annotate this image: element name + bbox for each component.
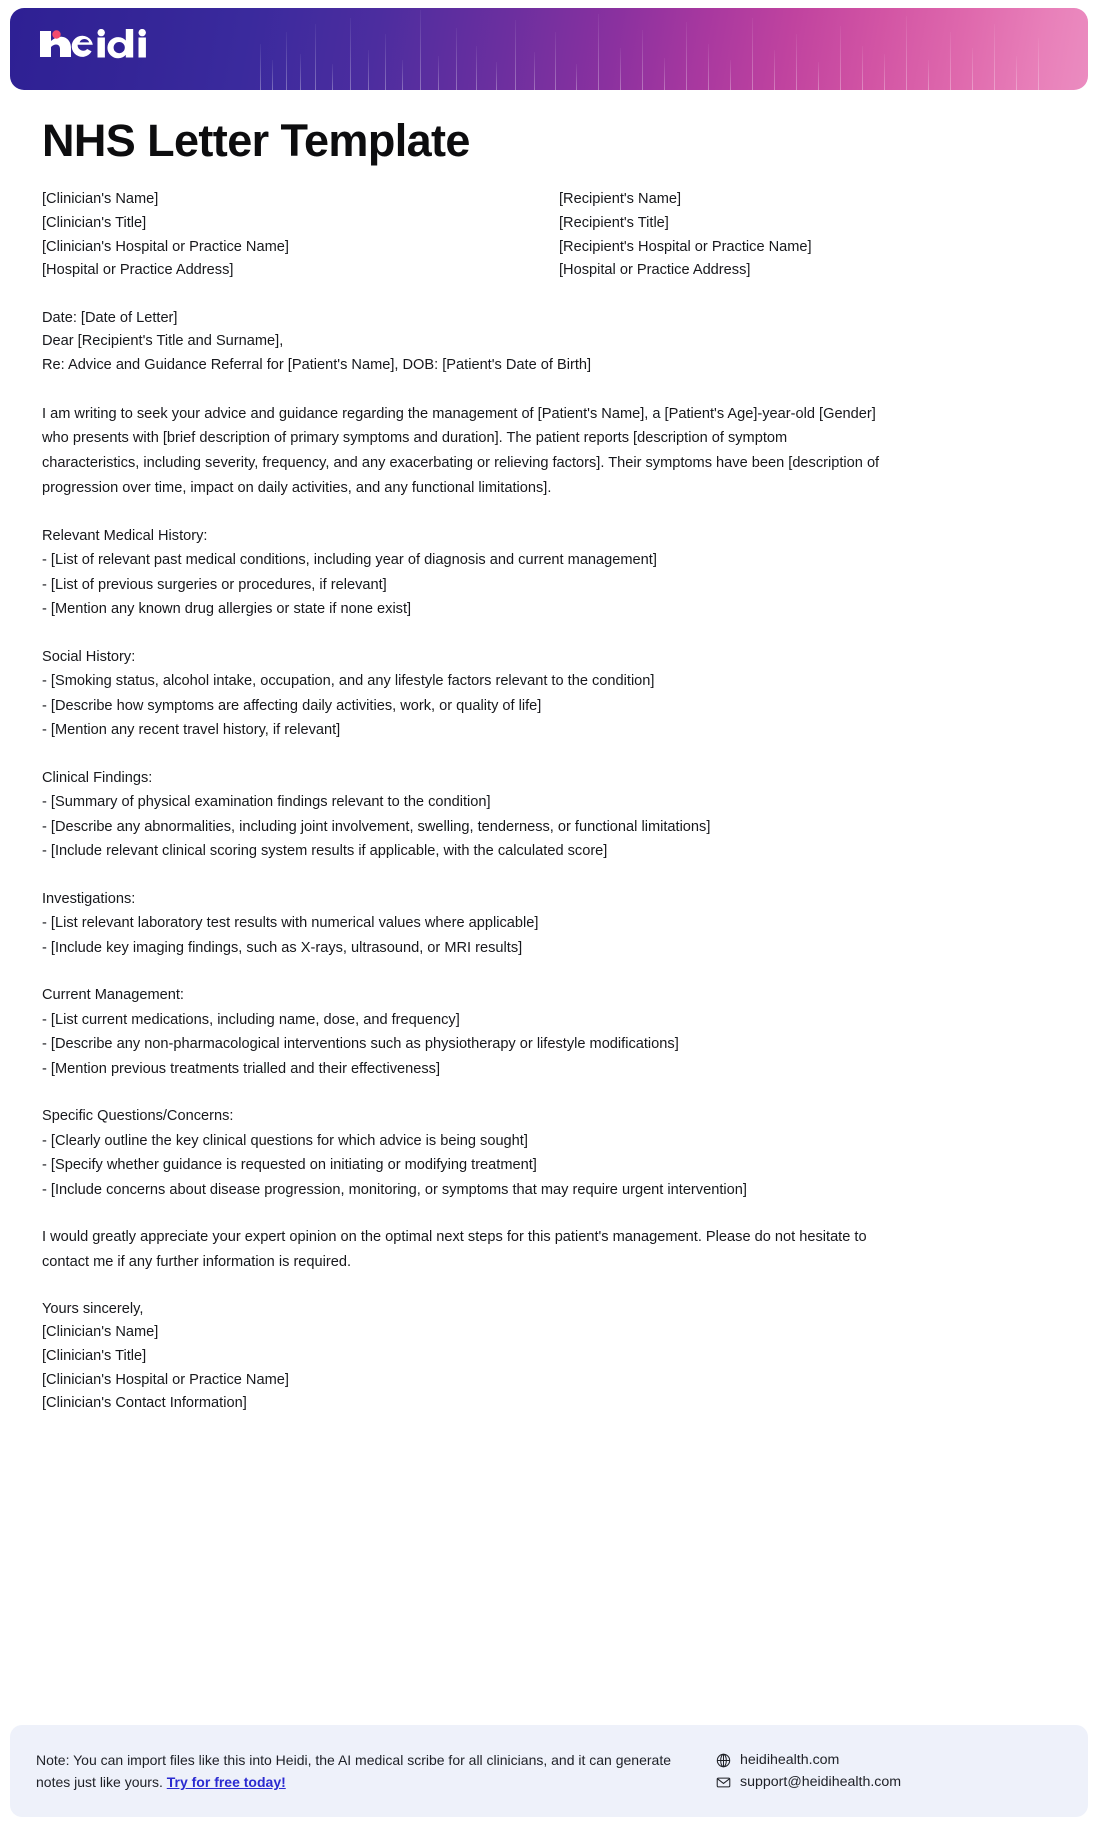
- list-item: - [Specify whether guidance is requested on initiating or modifying treatment]: [42, 1157, 537, 1174]
- list-item: - [Describe any non-pharmacological interventions such as physiotherapy or lifestyle modifications]: [42, 1036, 679, 1053]
- recipient-line: [Recipient's Name]: [559, 191, 682, 208]
- list-item: - [Describe any abnormalities, including joint involvement, swelling, tenderness, or functional limitations]: [42, 818, 711, 835]
- section-current-management: [42, 983, 1058, 1081]
- list-item: - [List of previous surgeries or procedures, if relevant]: [42, 576, 387, 593]
- globe-icon: [716, 1753, 731, 1768]
- footer-contacts: [676, 1752, 1062, 1790]
- section-heading: Relevant Medical History:: [42, 527, 208, 544]
- section-clinical-findings: [42, 766, 1058, 864]
- list-item: - [Mention previous treatments trialled and their effectiveness]: [42, 1060, 441, 1077]
- sender-line: [Clinician's Hospital or Practice Name]: [42, 238, 289, 255]
- list-item: - [Clearly outline the key clinical questions for which advice is being sought]: [42, 1132, 528, 1149]
- signoff-block: [42, 1298, 1058, 1416]
- brand-banner: [10, 8, 1088, 90]
- spacer: [40, 1202, 1058, 1225]
- letter-body: [0, 90, 1098, 1416]
- page-footer: [10, 1725, 1088, 1817]
- website-text: heidihealth.com: [740, 1752, 840, 1768]
- list-item: - [Mention any known drug allergies or state if none exist]: [42, 601, 412, 618]
- section-heading: Current Management:: [42, 987, 184, 1004]
- recipient-line: [Recipient's Title]: [559, 214, 669, 231]
- email-text: support@heidihealth.com: [740, 1774, 902, 1790]
- letter-date: Date: [Date of Letter]: [42, 309, 178, 326]
- list-item: - [Mention any recent travel history, if relevant]: [42, 722, 341, 739]
- spacer: [40, 864, 1058, 887]
- spacer: [40, 622, 1058, 645]
- signoff-line: [Clinician's Name]: [42, 1324, 159, 1341]
- spacer: [40, 960, 1058, 983]
- intro-paragraph: I am writing to seek your advice and guidance regarding the management of [Patient's Name], a [Patient's Age]-year-old [Gender] who presents with [brief description of primary symptoms and duration]. The patient reports [description of symptom characteristics, including severity, frequency, and any exacerbating or relieving factors]. Their symptoms have been [description of progression over time, impact on daily activities, and any functional limitations].: [42, 405, 880, 496]
- spacer: [40, 283, 1058, 307]
- list-item: - [List of relevant past medical conditions, including year of diagnosis and current management]: [42, 552, 657, 569]
- envelope-icon: [716, 1775, 731, 1790]
- letter-page: [0, 8, 1098, 1827]
- spacer: [40, 743, 1058, 766]
- signoff-line: [Clinician's Title]: [42, 1348, 147, 1365]
- list-item: - [Smoking status, alcohol intake, occupation, and any lifestyle factors relevant to the condition]: [42, 673, 655, 690]
- spacer: [40, 1275, 1058, 1298]
- sender-line: [Clinician's Name]: [42, 191, 159, 208]
- section-relevant-medical-history: [42, 524, 1058, 622]
- page-title: NHS Letter Template: [42, 115, 470, 166]
- sender-line: [Clinician's Title]: [42, 214, 147, 231]
- section-heading: Clinical Findings:: [42, 769, 153, 786]
- letter-subject: Re: Advice and Guidance Referral for [Patient's Name], DOB: [Patient's Date of Birth]: [42, 356, 592, 373]
- section-heading: Social History:: [42, 648, 136, 665]
- section-social-history: [42, 645, 1058, 743]
- address-block: [42, 188, 1058, 282]
- try-for-free-link[interactable]: Try for free today!: [166, 1774, 286, 1790]
- recipient-line: [Hospital or Practice Address]: [559, 262, 751, 279]
- list-item: - [Summary of physical examination findings relevant to the condition]: [42, 794, 491, 811]
- recipient-line: [Recipient's Hospital or Practice Name]: [559, 238, 812, 255]
- list-item: - [Include concerns about disease progression, monitoring, or symptoms that may require urgent intervention]: [42, 1181, 747, 1198]
- footer-note: [36, 1749, 676, 1793]
- email-contact-row[interactable]: [716, 1774, 1062, 1790]
- spacer: [40, 378, 1058, 402]
- footer-note-text: Note: You can import files like this into Heidi, the AI medical scribe for all clinicians, and it can generate notes just like yours.: [36, 1752, 671, 1790]
- section-investigations: [42, 887, 1058, 961]
- signoff-line: [Clinician's Hospital or Practice Name]: [42, 1371, 289, 1388]
- sender-address-column: [42, 188, 559, 282]
- spacer: [40, 501, 1058, 524]
- list-item: - [Describe how symptoms are affecting daily activities, work, or quality of life]: [42, 697, 542, 714]
- letter-salutation: Dear [Recipient's Title and Surname],: [42, 333, 284, 350]
- sender-line: [Hospital or Practice Address]: [42, 262, 234, 279]
- heidi-logo: [36, 30, 148, 70]
- closing-paragraph: I would greatly appreciate your expert opinion on the optimal next steps for this patient's management. Please do not hesitate to contact me if any further information is required.: [42, 1229, 867, 1271]
- list-item: - [Include relevant clinical scoring system results if applicable, with the calculated score]: [42, 843, 608, 860]
- section-specific-questions-concerns: [42, 1104, 1058, 1202]
- spacer: [40, 1081, 1058, 1104]
- signoff-line: [Clinician's Contact Information]: [42, 1395, 247, 1412]
- banner-line-pattern: [10, 8, 1088, 90]
- list-item: - [Include key imaging findings, such as X-rays, ultrasound, or MRI results]: [42, 939, 523, 956]
- signoff-line: Yours sincerely,: [42, 1300, 144, 1317]
- section-heading: Investigations:: [42, 890, 136, 907]
- section-heading: Specific Questions/Concerns:: [42, 1108, 234, 1125]
- letter-meta-block: [42, 307, 1058, 378]
- recipient-address-column: [559, 188, 1058, 282]
- list-item: - [List relevant laboratory test results with numerical values where applicable]: [42, 915, 539, 932]
- website-contact-row[interactable]: [716, 1752, 1062, 1768]
- list-item: - [List current medications, including name, dose, and frequency]: [42, 1011, 460, 1028]
